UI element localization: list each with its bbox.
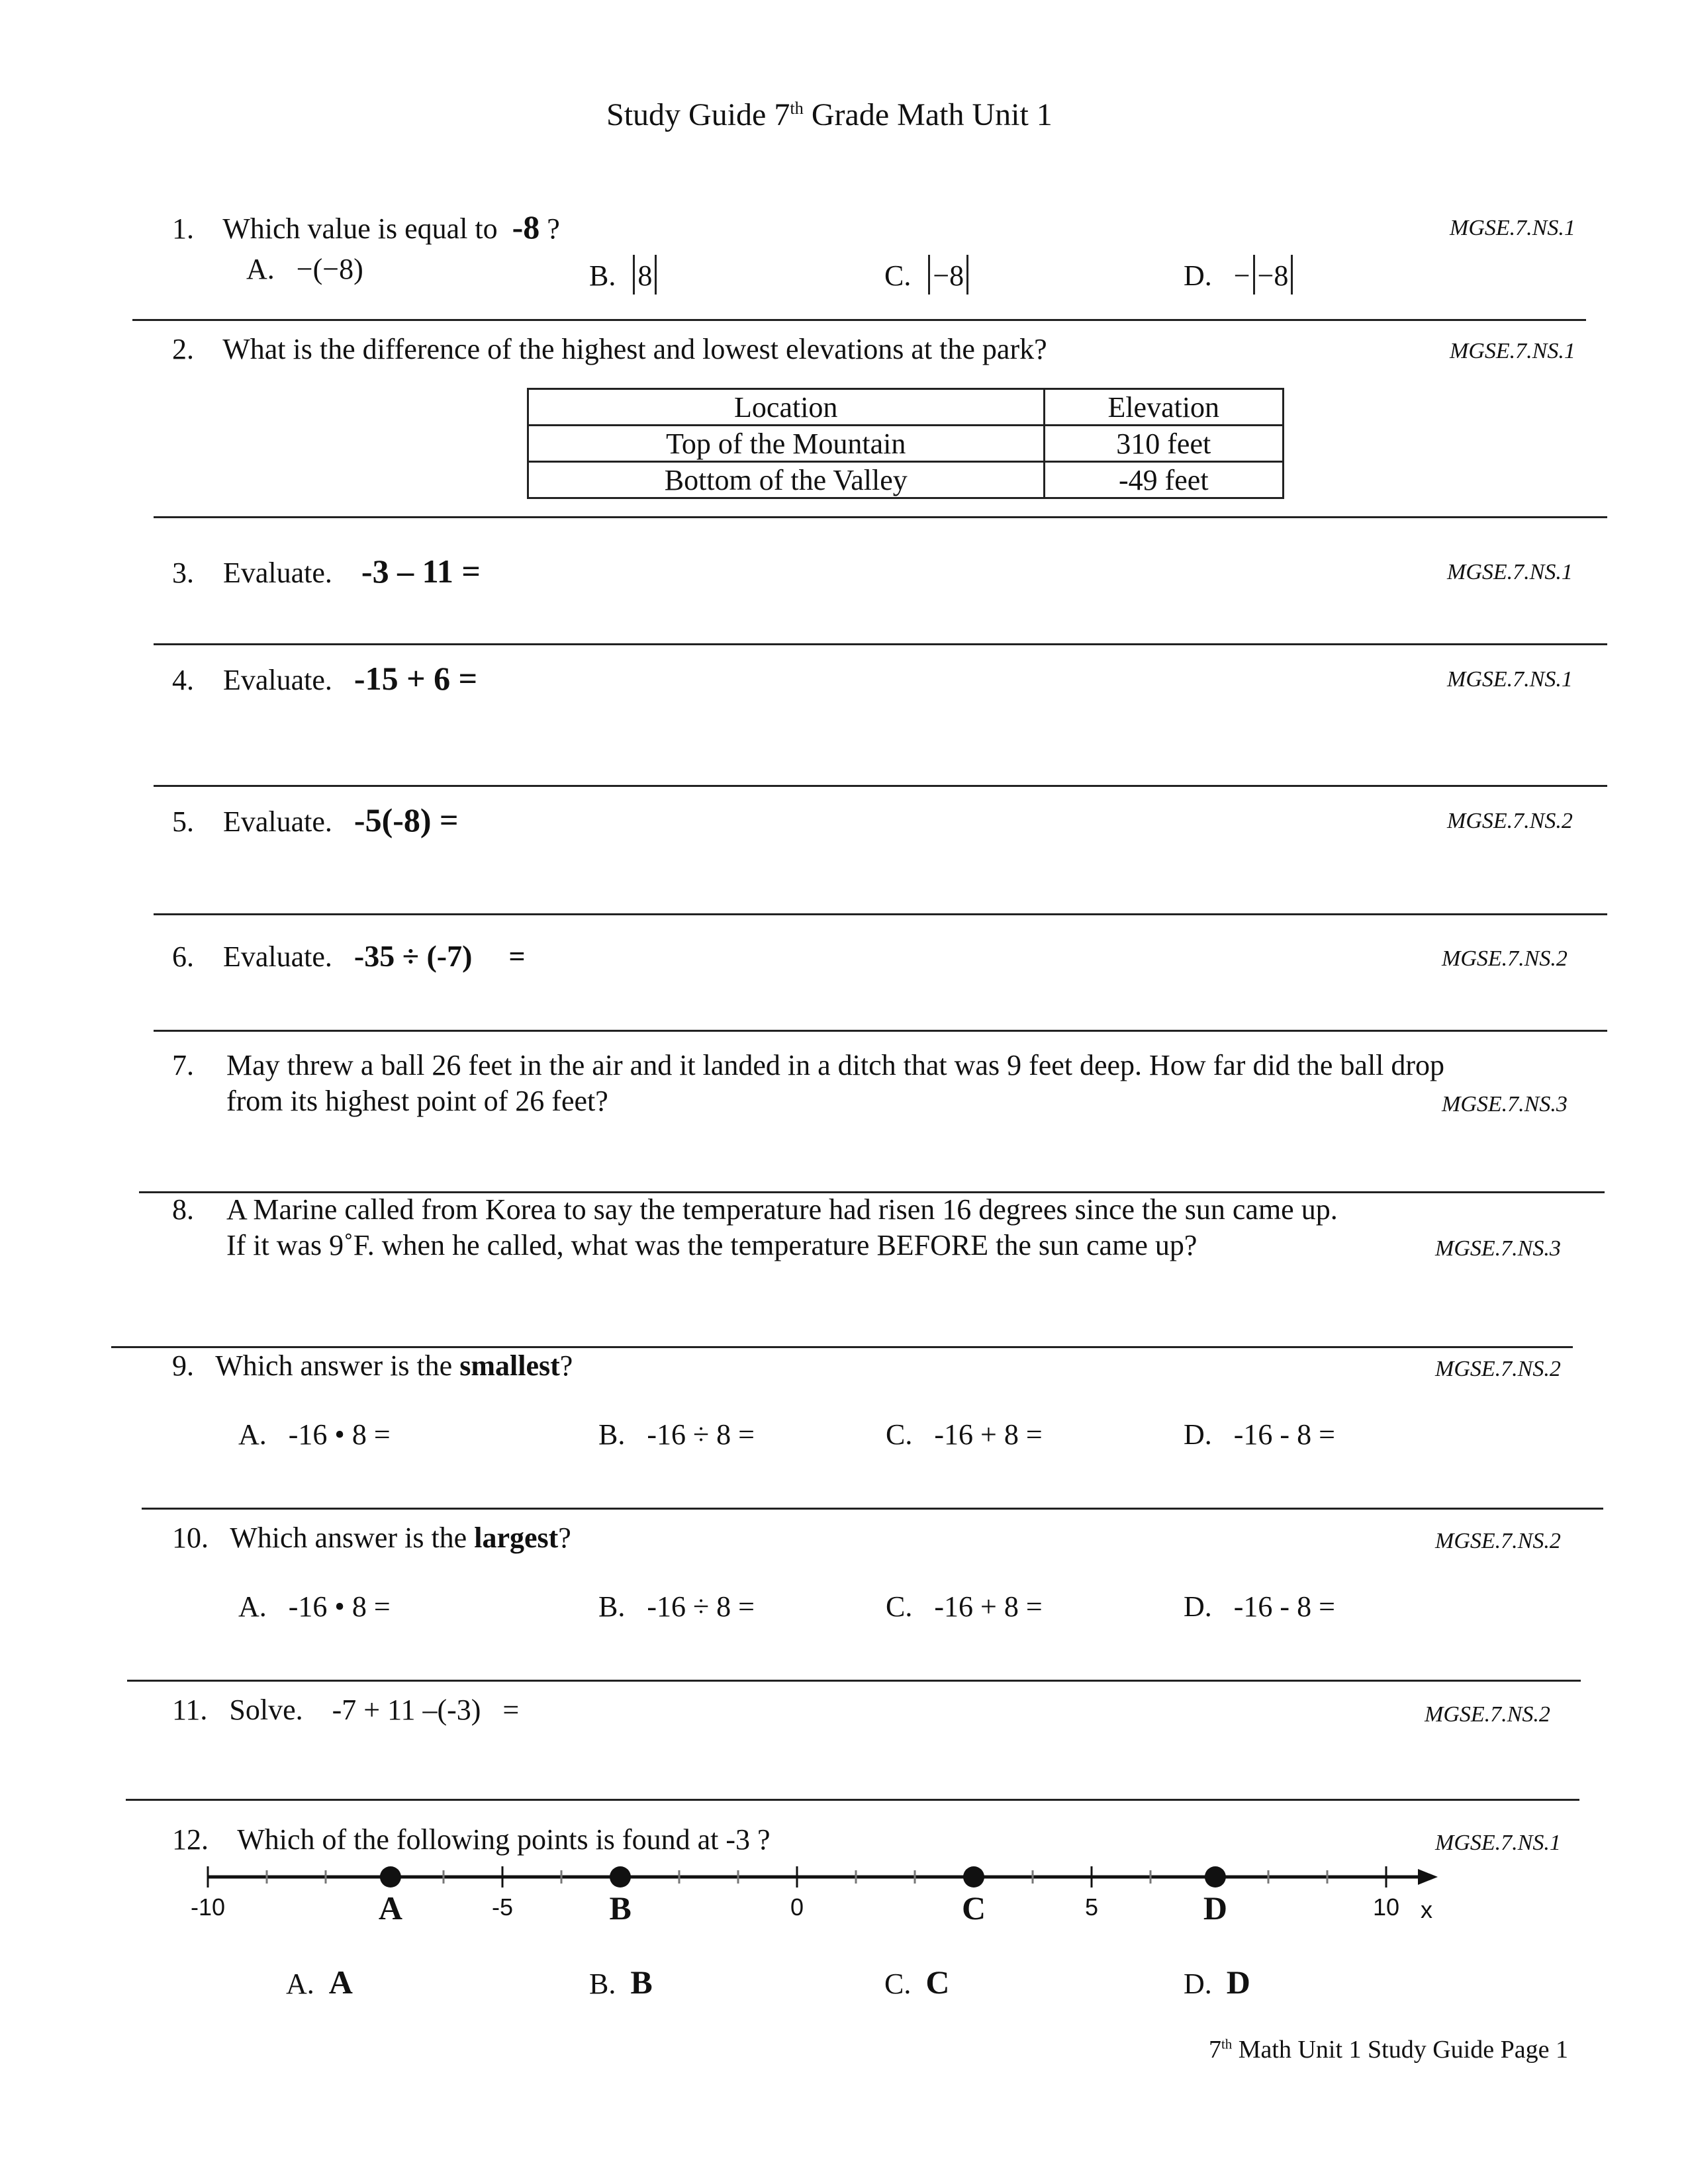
q1-standard: MGSE.7.NS.1 [1450, 216, 1575, 240]
q9-text-end: ? [559, 1349, 573, 1382]
q7-line-1: May threw a ball 26 feet in the air and it landed in a ditch that was 9 feet deep. How far did the ball drop [226, 1049, 1445, 1081]
divider-9 [142, 1508, 1603, 1510]
q1-choice-b[interactable] [589, 255, 659, 295]
table-cell: 310 feet [1044, 426, 1284, 462]
number-line-tick-label: 10 [1373, 1893, 1400, 1921]
number-line-point-b [610, 1866, 631, 1888]
title-sup: th [790, 98, 804, 118]
q1-choice-d[interactable] [1184, 255, 1295, 295]
q4-expression: -15 + 6 = [353, 660, 478, 697]
divider-4 [154, 785, 1607, 787]
number-line-tick-label: -10 [191, 1893, 226, 1921]
divider-3 [154, 643, 1607, 645]
number-line-point-label: A [378, 1889, 402, 1927]
q10-choice-d[interactable] [1184, 1592, 1335, 1621]
q11-equals: = [502, 1694, 520, 1726]
choice-expr: -16 + 8 = [934, 1590, 1043, 1623]
number-line-tick-label: -5 [492, 1893, 514, 1921]
choice-letter: C. [884, 1968, 912, 2000]
abs-bar-right [966, 255, 968, 295]
choice-expr: -16 • 8 = [288, 1590, 391, 1623]
q11-standard: MGSE.7.NS.2 [1425, 1702, 1550, 1727]
q1-expression: -8 [512, 208, 540, 246]
number-line-point-label: B [609, 1889, 632, 1927]
q11-prompt [172, 1696, 519, 1725]
q4-standard: MGSE.7.NS.1 [1447, 667, 1573, 692]
abs-bar-left [928, 255, 930, 295]
number-line-point-d [1205, 1866, 1226, 1888]
abs-bar-left [633, 255, 635, 295]
number-line-point-c [963, 1866, 984, 1888]
q7-number: 7. [172, 1049, 194, 1081]
divider-11 [126, 1799, 1579, 1801]
q7-standard: MGSE.7.NS.3 [1442, 1092, 1568, 1116]
q12-choice-d[interactable] [1184, 1966, 1250, 1999]
q1-choice-c[interactable] [884, 255, 971, 295]
q6-expression: -35 ÷ (-7) [353, 939, 473, 973]
table-header: Elevation [1044, 389, 1284, 426]
q5-standard: MGSE.7.NS.2 [1447, 809, 1573, 833]
q3-standard: MGSE.7.NS.1 [1447, 560, 1573, 584]
q9-text-bold: smallest [459, 1349, 560, 1382]
number-line-axis-label: x [1421, 1896, 1432, 1923]
q9-text: Which answer is the [215, 1349, 460, 1382]
q10-choice-a[interactable] [238, 1592, 391, 1621]
q9-number: 9. [172, 1349, 194, 1382]
number-line-tick-label: 0 [790, 1893, 804, 1921]
q10-standard: MGSE.7.NS.2 [1435, 1529, 1561, 1553]
q9-choice-c[interactable] [886, 1420, 1043, 1449]
table-cell: -49 feet [1044, 462, 1284, 498]
choice-letter: D. [1184, 259, 1212, 292]
choice-expr: −(−8) [296, 253, 363, 285]
choice-letter: B. [598, 1590, 626, 1623]
footer-sup: th [1221, 2036, 1233, 2052]
q12-number: 12. [172, 1823, 209, 1856]
title-text-rest: Grade Math Unit 1 [803, 97, 1053, 132]
q9-choice-d[interactable] [1184, 1420, 1335, 1449]
q10-number: 10. [172, 1522, 209, 1554]
q12-choice-b[interactable] [589, 1966, 653, 1999]
q5-text: Evaluate. [223, 805, 332, 838]
number-line-point-a [380, 1866, 401, 1888]
q11-expression: -7 + 11 –(-3) [332, 1694, 481, 1726]
q6-text: Evaluate. [223, 940, 332, 973]
number-line-tick-label: 5 [1085, 1893, 1099, 1921]
elevation-table [527, 388, 1284, 499]
choice-answer: C [925, 1964, 950, 2001]
choice-expr: −8 [933, 259, 964, 292]
divider-6 [154, 1030, 1607, 1032]
q12-prompt [172, 1825, 771, 1854]
divider-2 [154, 516, 1607, 518]
q9-prompt [172, 1351, 573, 1381]
choice-expr-pre: − [1233, 259, 1250, 292]
number-line-arrow [1418, 1869, 1438, 1885]
choice-letter: A. [246, 253, 275, 285]
choice-letter: B. [589, 1968, 616, 2000]
q8-line-1: A Marine called from Korea to say the temperature had risen 16 degrees since the sun came up. [226, 1193, 1338, 1226]
choice-answer: D [1226, 1964, 1250, 2001]
choice-expr: −8 [1257, 259, 1289, 292]
q2-prompt [172, 335, 1047, 364]
q1-text: Which value is equal to [222, 212, 498, 245]
q6-standard: MGSE.7.NS.2 [1442, 946, 1568, 971]
choice-expr: -16 - 8 = [1233, 1590, 1335, 1623]
q6-number: 6. [172, 940, 194, 973]
q10-text-end: ? [558, 1522, 571, 1554]
table-row [528, 462, 1284, 498]
choice-expr: -16 - 8 = [1233, 1418, 1335, 1451]
q9-choice-a[interactable] [238, 1420, 391, 1449]
q6-equals: = [508, 940, 526, 973]
choice-letter: B. [589, 259, 616, 292]
table-cell: Top of the Mountain [528, 426, 1045, 462]
q5-expression: -5(-8) = [353, 801, 459, 839]
q7-line-2: from its highest point of 26 feet? [226, 1085, 608, 1117]
title-text: Study Guide 7 [606, 97, 790, 132]
q12-choice-a[interactable] [286, 1966, 353, 1999]
choice-letter: D. [1184, 1590, 1212, 1623]
choice-expr: -16 ÷ 8 = [647, 1590, 755, 1623]
choice-expr: -16 + 8 = [934, 1418, 1043, 1451]
choice-letter: D. [1184, 1968, 1212, 2000]
abs-bar-right [655, 255, 657, 295]
choice-answer: A [328, 1964, 353, 2001]
table-header: Location [528, 389, 1045, 426]
q3-number: 3. [172, 557, 194, 589]
q9-standard: MGSE.7.NS.2 [1435, 1357, 1561, 1381]
table-cell: Bottom of the Valley [528, 462, 1045, 498]
q10-choice-c[interactable] [886, 1592, 1043, 1621]
choice-letter: A. [238, 1590, 267, 1623]
q2-text: What is the difference of the highest and lowest elevations at the park? [222, 333, 1047, 365]
q1-choice-a[interactable] [246, 255, 363, 284]
footer-text-rest: Math Unit 1 Study Guide Page 1 [1232, 2036, 1568, 2064]
choice-letter: C. [884, 259, 912, 292]
q2-standard: MGSE.7.NS.1 [1450, 339, 1575, 363]
q12-standard: MGSE.7.NS.1 [1435, 1831, 1561, 1855]
q1-end: ? [547, 212, 560, 245]
divider-1 [132, 319, 1586, 321]
number-line-point-label: D [1203, 1889, 1227, 1927]
choice-letter: C. [886, 1590, 913, 1623]
divider-5 [154, 913, 1607, 915]
q8-line-2: If it was 9˚F. when he called, what was the temperature BEFORE the sun came up? [226, 1229, 1197, 1261]
choice-expr: 8 [637, 259, 653, 292]
q1-number: 1. [172, 212, 194, 245]
page-title [606, 99, 1053, 131]
q11-number: 11. [172, 1694, 208, 1726]
q3-expression: -3 – 11 = [361, 553, 481, 590]
abs-bar-right [1291, 255, 1293, 295]
q6-prompt [172, 941, 526, 972]
table-header-row [528, 389, 1284, 426]
q10-text-bold: largest [474, 1522, 559, 1554]
q5-number: 5. [172, 805, 194, 838]
q12-choice-c[interactable] [884, 1966, 949, 1999]
choice-expr: -16 ÷ 8 = [647, 1418, 755, 1451]
choice-letter: C. [886, 1418, 913, 1451]
q10-prompt [172, 1524, 571, 1553]
q8-number: 8. [172, 1193, 194, 1226]
number-line-point-label: C [962, 1889, 986, 1927]
choice-letter: A. [286, 1968, 314, 2000]
abs-bar-left [1253, 255, 1255, 295]
q3-prompt [172, 555, 481, 588]
q2-number: 2. [172, 333, 194, 365]
divider-8 [111, 1346, 1573, 1348]
q3-text: Evaluate. [223, 557, 332, 589]
q12-text: Which of the following points is found at -3 ? [237, 1823, 771, 1856]
q8-standard: MGSE.7.NS.3 [1435, 1236, 1561, 1261]
q1-prompt [172, 210, 560, 244]
choice-letter: B. [598, 1418, 626, 1451]
q11-text: Solve. [229, 1694, 303, 1726]
q4-number: 4. [172, 664, 194, 696]
choice-expr: -16 • 8 = [288, 1418, 391, 1451]
q4-text: Evaluate. [223, 664, 332, 696]
choice-letter: A. [238, 1418, 267, 1451]
table-row [528, 426, 1284, 462]
q5-prompt [172, 803, 459, 837]
choice-answer: B [630, 1964, 653, 2001]
choice-letter: D. [1184, 1418, 1212, 1451]
q4-prompt [172, 662, 477, 695]
page-footer [1209, 2037, 1568, 2062]
q10-choice-b[interactable] [598, 1592, 755, 1621]
footer-text: 7 [1209, 2036, 1221, 2064]
q10-text: Which answer is the [230, 1522, 475, 1554]
q9-choice-b[interactable] [598, 1420, 755, 1449]
divider-10 [127, 1680, 1581, 1682]
